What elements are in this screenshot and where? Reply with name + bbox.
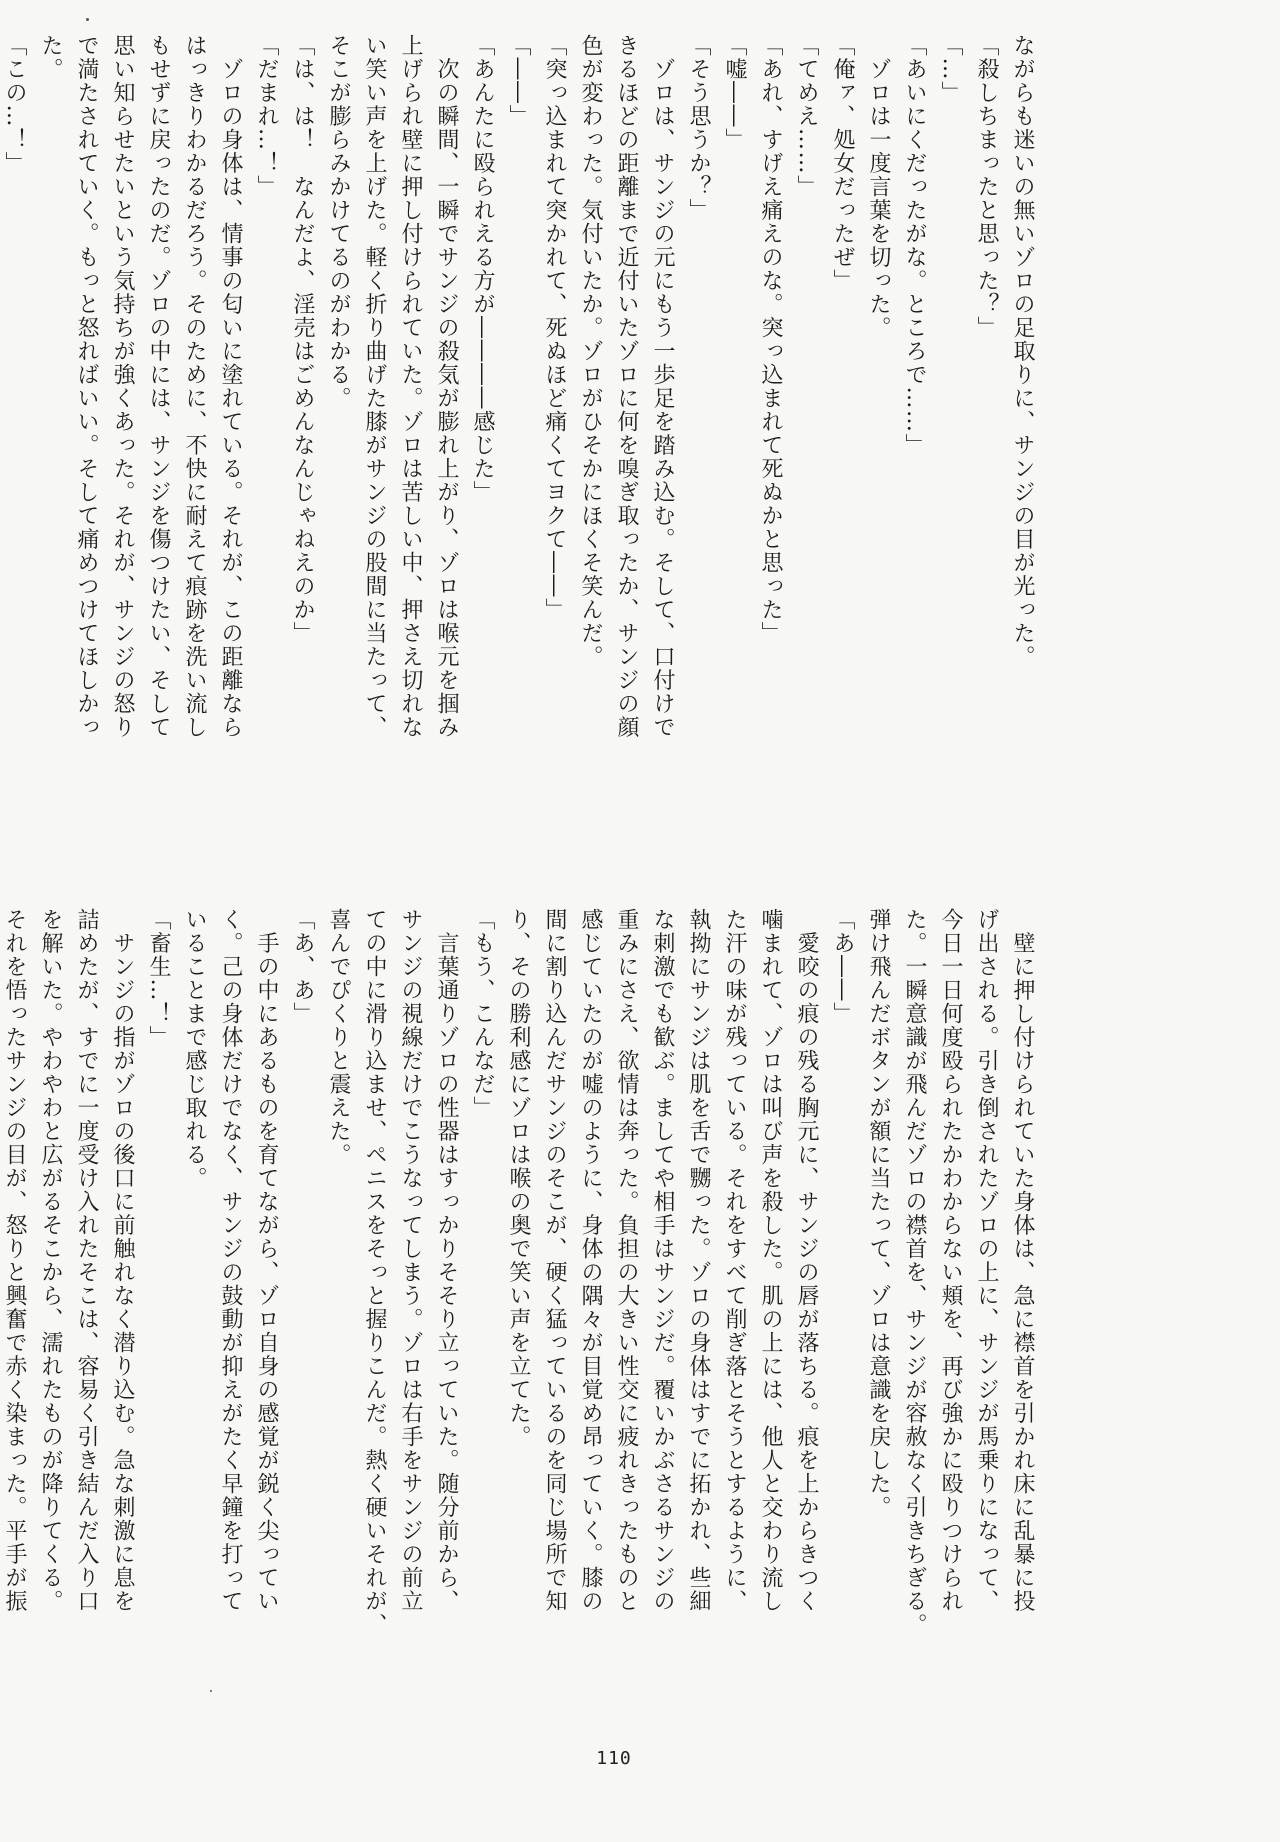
text-line: ゾロは一度言葉を切った。 (866, 34, 891, 340)
text-line: 感じていたのが嘘のように、身体の隅々が目覚め昂っていく。膝の (578, 908, 603, 1613)
text-line: 上げられ壁に押し付けられていた。ゾロは苦しい中、押さえ切れな (398, 34, 423, 739)
text-line: た。 (38, 34, 63, 81)
text-line: 間に割り込んだサンジのそこが、硬く猛っているのを同じ場所で知 (542, 908, 567, 1613)
text-line: サンジの指がゾロの後口に前触れなく潜り込む。急な刺激に息を (110, 908, 135, 1613)
text-line: ゾロの身体は、情事の匂いに塗れている。それが、この距離なら (218, 34, 243, 739)
paper-speck (86, 18, 89, 21)
text-line: 「てめえ……」 (794, 34, 819, 199)
text-line: 愛咬の痕の残る胸元に、サンジの唇が落ちる。痕を上からきつく (794, 908, 819, 1613)
text-block-upper (2, 34, 1040, 850)
text-line: り、その勝利感にゾロは喉の奥で笑い声を立てた。 (506, 908, 531, 1449)
text-line: ゾロは、サンジの元にもう一歩足を踏み込む。そして、口付けで (650, 34, 675, 739)
text-line: 「あ――」 (830, 908, 855, 1026)
text-line: 「この…！」 (2, 34, 27, 175)
text-line: 思い知らせたいという気持ちが強くあった。それが、サンジの怒り (110, 34, 135, 739)
paper-speck (210, 1690, 212, 1692)
text-block-lower (2, 908, 1040, 1637)
text-line: 執拗にサンジは肌を舌で嬲った。ゾロの身体はすでに拓かれ、些細 (686, 908, 711, 1613)
text-line: 弾け飛んだボタンが額に当たって、ゾロは意識を戻した。 (866, 908, 891, 1519)
text-line: ながらも迷いの無いゾロの足取りに、サンジの目が光った。 (1010, 34, 1035, 669)
text-line: た汗の味が残っている。それをすべて削ぎ落とそうとするように、 (722, 908, 747, 1613)
text-line: 今日一日何度殴られたかわからない頬を、再び強かに殴りつけられ (938, 908, 963, 1613)
text-line: きるほどの距離まで近付いたゾロに何を嗅ぎ取ったか、サンジの顔 (614, 34, 639, 739)
text-line: 「突っ込まれて突かれて、死ぬほど痛くてヨクて――」 (542, 34, 567, 622)
text-line: 「殺しちまったと思った？」 (974, 34, 999, 340)
text-line: 詰めたが、すでに一度受け入れたそこは、容易く引き結んだ入り口 (74, 908, 99, 1613)
text-line: 手の中にあるものを育てながら、ゾロ自身の感覚が鋭く尖ってい (254, 908, 279, 1613)
text-line: はっきりわかるだろう。そのために、不快に耐えて痕跡を洗い流し (182, 34, 207, 739)
text-line: げ出される。引き倒されたゾロの上に、サンジが馬乗りになって、 (974, 908, 999, 1613)
text-line: 次の瞬間、一瞬でサンジの殺気が膨れ上がり、ゾロは喉元を掴み (434, 34, 459, 739)
text-line: それを悟ったサンジの目が、怒りと興奮で赤く染まった。平手が振 (2, 908, 27, 1613)
text-line: を解いた。やわやわと広がるそこから、濡れたものが降りてくる。 (38, 908, 63, 1613)
text-line: 重みにさえ、欲情は奔った。負担の大きい性交に疲れきったものと (614, 908, 639, 1613)
text-line: サンジの視線だけでこうなってしまう。ゾロは右手をサンジの前立 (398, 908, 423, 1613)
text-line: 「あいにくだったがな。ところで……」 (902, 34, 927, 457)
text-line: 「あれ、すげえ痛えのな。突っ込まれて死ぬかと思った」 (758, 34, 783, 645)
text-line: 喜んでぴくりと震えた。 (326, 908, 351, 1167)
text-line: そこが膨らみかけてるのがわかる。 (326, 34, 351, 410)
text-line: 噛まれて、ゾロは叫び声を殺した。肌の上には、他人と交わり流し (758, 908, 783, 1613)
text-line: 「――」 (506, 34, 531, 128)
text-line: 「畜生…！」 (146, 908, 171, 1049)
text-line: 「は、は！ なんだよ、淫売はごめんなんじゃねえのか」 (290, 34, 315, 645)
text-line: 「嘘――」 (722, 34, 747, 152)
text-line: 「だまれ…！」 (254, 34, 279, 199)
text-line: 「あんたに殴られえる方が――――感じた」 (470, 34, 495, 504)
text-line: い笑い声を上げた。軽く折り曲げた膝がサンジの股間に当たって、 (362, 34, 387, 739)
text-line: 「…」 (938, 34, 963, 105)
text-line: 色が変わった。気付いたか。ゾロがひそかにほくそ笑んだ。 (578, 34, 603, 669)
text-line: で満たされていく。もっと怒ればいい。そして痛めつけてほしかっ (74, 34, 99, 739)
text-line: いることまで感じ取れる。 (182, 908, 207, 1190)
text-line: た。一瞬意識が飛んだゾロの襟首を、サンジが容赦なく引きちぎる。 (902, 908, 927, 1637)
text-line: な刺激でも歓ぶ。ましてや相手はサンジだ。覆いかぶさるサンジの (650, 908, 675, 1613)
text-line: 「あ、あ」 (290, 908, 315, 1026)
page-number: 110 (596, 1748, 632, 1769)
text-line: 「俺ァ、処女だったぜ」 (830, 34, 855, 293)
text-line: 「そう思うか？」 (686, 34, 711, 222)
text-line: 「もう、こんなだ」 (470, 908, 495, 1120)
text-line: ての中に滑り込ませ、ペニスをそっと握りこんだ。熱く硬いそれが、 (362, 908, 387, 1637)
text-line: もせずに戻ったのだ。ゾロの中には、サンジを傷つけたい、そして (146, 34, 171, 739)
text-line: 壁に押し付けられていた身体は、急に襟首を引かれ床に乱暴に投 (1010, 908, 1035, 1613)
text-line: 言葉通りゾロの性器はすっかりそそり立っていた。随分前から、 (434, 908, 459, 1613)
text-line: く。己の身体だけでなく、サンジの鼓動が抑えがたく早鐘を打って (218, 908, 243, 1613)
